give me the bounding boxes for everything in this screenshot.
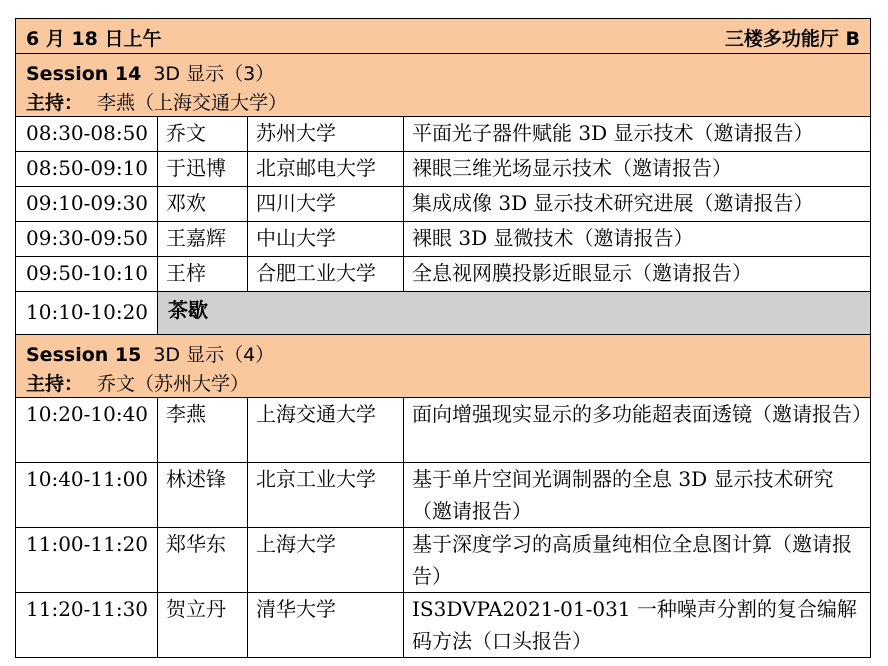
talk-speaker: 李燕 bbox=[158, 398, 248, 463]
schedule-header-row bbox=[16, 19, 871, 54]
talk-time: 10:40-11:00 bbox=[16, 463, 158, 528]
table-row bbox=[16, 463, 871, 528]
talk-org: 清华大学 bbox=[248, 593, 404, 658]
session-host: 乔文（苏州大学） bbox=[97, 373, 250, 395]
session-header bbox=[16, 335, 871, 398]
session-header bbox=[16, 54, 871, 117]
talk-speaker: 于迅博 bbox=[158, 152, 248, 187]
talk-org: 上海交通大学 bbox=[248, 398, 404, 463]
session-label: Session 15 bbox=[26, 344, 142, 366]
talk-time: 10:20-10:40 bbox=[16, 398, 158, 463]
session-host-label: 主持： bbox=[26, 92, 84, 114]
table-row bbox=[16, 117, 871, 152]
table-row bbox=[16, 528, 871, 593]
talk-time: 11:00-11:20 bbox=[16, 528, 158, 593]
talk-title: IS3DVPA2021-01-031 一种噪声分割的复合编解码方法（口头报告） bbox=[404, 593, 871, 658]
table-row bbox=[16, 593, 871, 658]
talk-title: 集成成像 3D 显示技术研究进展（邀请报告） bbox=[404, 187, 871, 222]
talk-time: 09:30-09:50 bbox=[16, 222, 158, 257]
session-title: 3D 显示（4） bbox=[153, 344, 275, 366]
session-title: 3D 显示（3） bbox=[153, 63, 275, 85]
talk-time: 09:10-09:30 bbox=[16, 187, 158, 222]
talk-time: 09:50-10:10 bbox=[16, 257, 158, 292]
talk-speaker: 乔文 bbox=[158, 117, 248, 152]
talk-time: 08:30-08:50 bbox=[16, 117, 158, 152]
talk-title: 裸眼 3D 显微技术（邀请报告） bbox=[404, 222, 871, 257]
session-label: Session 14 bbox=[26, 63, 142, 85]
talk-org: 上海大学 bbox=[248, 528, 404, 593]
talk-speaker: 贺立丹 bbox=[158, 593, 248, 658]
talk-org: 合肥工业大学 bbox=[248, 257, 404, 292]
talk-org: 苏州大学 bbox=[248, 117, 404, 152]
schedule-header bbox=[16, 19, 871, 54]
table-row bbox=[16, 257, 871, 292]
break-row bbox=[16, 292, 871, 335]
session-host: 李燕（上海交通大学） bbox=[97, 92, 288, 114]
talk-title: 面向增强现实显示的多功能超表面透镜（邀请报告） bbox=[404, 398, 871, 463]
talk-speaker: 邓欢 bbox=[158, 187, 248, 222]
table-row bbox=[16, 222, 871, 257]
schedule-date: 6 月 18 日上午 bbox=[26, 28, 162, 50]
session-header-row bbox=[16, 54, 871, 117]
talk-org: 中山大学 bbox=[248, 222, 404, 257]
talk-title: 基于单片空间光调制器的全息 3D 显示技术研究（邀请报告） bbox=[404, 463, 871, 528]
talk-title: 全息视网膜投影近眼显示（邀请报告） bbox=[404, 257, 871, 292]
table-row bbox=[16, 398, 871, 463]
table-row bbox=[16, 187, 871, 222]
talk-org: 北京工业大学 bbox=[248, 463, 404, 528]
talk-speaker: 郑华东 bbox=[158, 528, 248, 593]
schedule-table bbox=[15, 18, 871, 658]
talk-speaker: 王嘉辉 bbox=[158, 222, 248, 257]
talk-title: 基于深度学习的高质量纯相位全息图计算（邀请报告） bbox=[404, 528, 871, 593]
session-host-label: 主持： bbox=[26, 373, 84, 395]
table-row bbox=[16, 152, 871, 187]
talk-org: 北京邮电大学 bbox=[248, 152, 404, 187]
talk-time: 08:50-09:10 bbox=[16, 152, 158, 187]
talk-org: 四川大学 bbox=[248, 187, 404, 222]
talk-title: 裸眼三维光场显示技术（邀请报告） bbox=[404, 152, 871, 187]
talk-speaker: 王梓 bbox=[158, 257, 248, 292]
schedule-venue: 三楼多功能厅 B bbox=[724, 28, 860, 50]
talk-title: 平面光子器件赋能 3D 显示技术（邀请报告） bbox=[404, 117, 871, 152]
break-time: 10:10-10:20 bbox=[16, 292, 158, 335]
session-header-row bbox=[16, 335, 871, 398]
talk-time: 11:20-11:30 bbox=[16, 593, 158, 658]
break-label: 茶歇 bbox=[158, 292, 871, 335]
talk-speaker: 林述锋 bbox=[158, 463, 248, 528]
